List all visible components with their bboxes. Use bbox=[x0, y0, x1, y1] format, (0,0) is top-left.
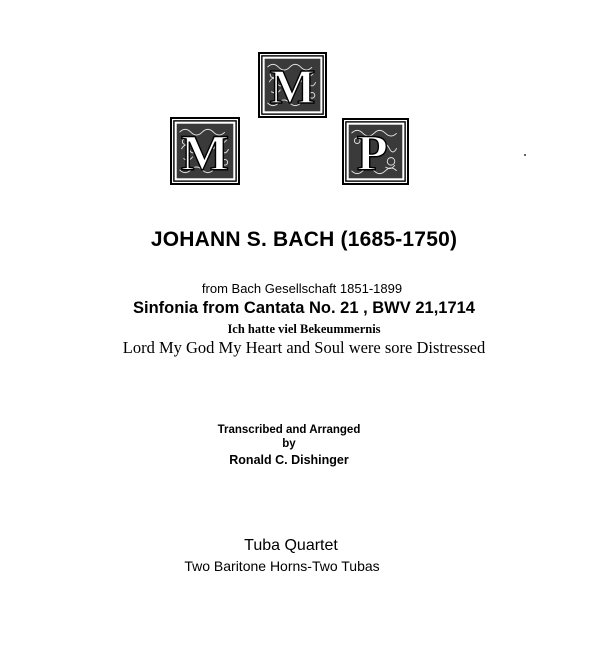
ornamental-letter-m-icon bbox=[170, 117, 240, 185]
credit-line: Transcribed and Arranged bbox=[217, 424, 361, 436]
svg-text:P: P bbox=[356, 124, 388, 181]
svg-text:M: M bbox=[180, 125, 230, 182]
ornamental-letter-p-icon bbox=[342, 118, 409, 185]
source-text: from Bach Gesellschaft 1851-1899 bbox=[201, 281, 403, 296]
work-title: Sinfonia from Cantata No. 21 , BWV 21,1714 bbox=[132, 299, 475, 317]
english-title: Lord My God My Heart and Soul were sore Distressed bbox=[122, 338, 486, 357]
composer-heading: JOHANN S. BACH (1685-1750) bbox=[150, 228, 458, 251]
german-title: Ich hatte viel Bekeummernis bbox=[227, 322, 381, 336]
ornamental-letter-m-icon bbox=[258, 52, 327, 118]
arranger-name: Ronald C. Dishinger bbox=[229, 453, 349, 467]
ensemble-label: Tuba Quartet bbox=[244, 537, 338, 554]
credit-by: by bbox=[282, 438, 296, 450]
speck bbox=[524, 154, 526, 156]
instrumentation-label: Two Baritone Horns-Two Tubas bbox=[184, 558, 380, 574]
svg-text:M: M bbox=[269, 59, 316, 114]
